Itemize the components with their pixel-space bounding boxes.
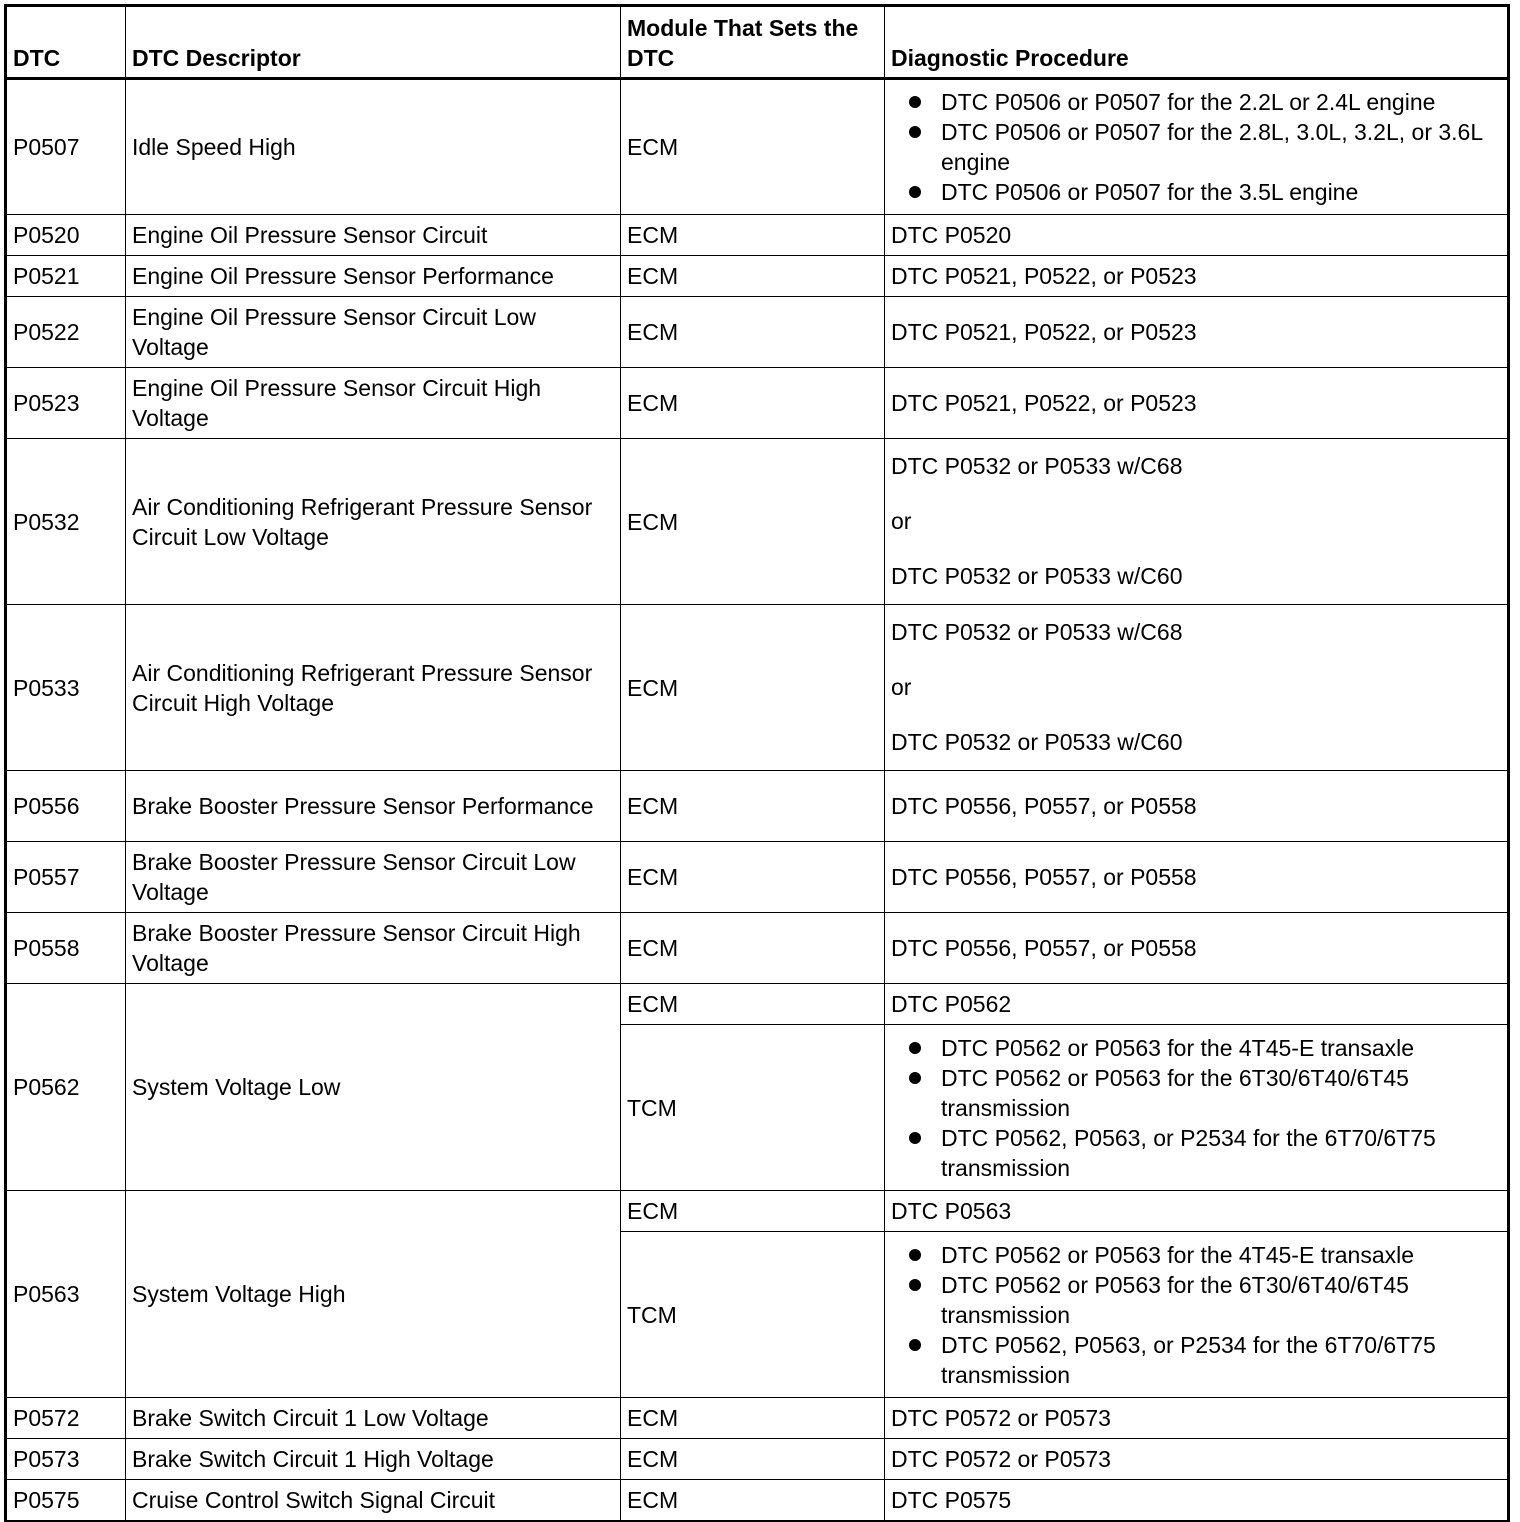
dtc-code: P0522: [7, 297, 126, 368]
bullet-icon: [909, 1042, 921, 1054]
dtc-code: P0563: [7, 1191, 126, 1398]
module-name: ECM: [621, 771, 885, 842]
procedure-link[interactable]: DTC P0521, P0522, or P0523: [891, 263, 1197, 289]
table-row: [7, 913, 1508, 984]
diagnostic-procedure: [885, 1398, 1508, 1439]
procedure-link[interactable]: DTC P0520: [891, 222, 1012, 248]
procedure-link[interactable]: DTC P0521, P0522, or P0523: [891, 319, 1197, 345]
bullet-icon: [909, 1132, 921, 1144]
procedure-item: [891, 1033, 1501, 1063]
dtc-descriptor: Engine Oil Pressure Sensor Circuit: [126, 215, 621, 256]
diagnostic-procedure: [885, 1439, 1508, 1480]
procedure-link[interactable]: DTC P0562 or P0563 for the 6T30/6T40/6T45 transmission: [941, 1271, 1409, 1328]
procedure-link[interactable]: DTC P0575: [891, 1487, 1012, 1513]
procedure-item: [891, 1240, 1501, 1270]
dtc-descriptor: Brake Switch Circuit 1 Low Voltage: [126, 1398, 621, 1439]
procedure-link[interactable]: DTC P0563: [891, 1198, 1012, 1224]
dtc-code: P0507: [7, 79, 126, 215]
dtc-code: P0562: [7, 984, 126, 1191]
dtc-code: P0575: [7, 1480, 126, 1521]
module-name: TCM: [621, 1025, 885, 1191]
diagnostic-procedure: [885, 984, 1508, 1025]
procedure-link[interactable]: DTC P0562: [891, 991, 1012, 1017]
procedure-item: [891, 1270, 1501, 1330]
diagnostic-procedure: [885, 1191, 1508, 1232]
table-row: [7, 1398, 1508, 1439]
procedure-link[interactable]: DTC P0562 or P0563 for the 4T45-E transaxle: [941, 1034, 1415, 1061]
dtc-table: [6, 6, 1508, 1521]
procedure-link[interactable]: DTC P0556, P0557, or P0558: [891, 793, 1197, 819]
procedure-link[interactable]: DTC P0506 or P0507 for the 2.8L, 3.0L, 3.2L, or 3.6L engine: [941, 119, 1483, 175]
procedure-item: [891, 117, 1501, 177]
dtc-descriptor: Brake Booster Pressure Sensor Circuit Low Voltage: [126, 842, 621, 913]
dtc-descriptor: Idle Speed High: [126, 79, 621, 215]
procedure-link[interactable]: DTC P0572 or P0573: [891, 1405, 1111, 1431]
dtc-code: P0521: [7, 256, 126, 297]
module-name: ECM: [621, 79, 885, 215]
table-row: [7, 215, 1508, 256]
procedure-link[interactable]: DTC P0562, P0563, or P2534 for the 6T70/6T75 transmission: [941, 1331, 1436, 1388]
procedure-link[interactable]: DTC P0506 or P0507 for the 2.2L or 2.4L engine: [941, 89, 1436, 115]
procedure-item: [891, 87, 1501, 117]
dtc-code: P0557: [7, 842, 126, 913]
header-row: [7, 7, 1508, 79]
procedure-or-text: or: [891, 674, 912, 700]
diagnostic-procedure: [885, 79, 1508, 215]
procedure-list: [891, 1033, 1501, 1183]
header-procedure: Diagnostic Procedure: [885, 7, 1508, 79]
dtc-code: P0556: [7, 771, 126, 842]
dtc-descriptor: Engine Oil Pressure Sensor Circuit High Voltage: [126, 368, 621, 439]
dtc-descriptor: Air Conditioning Refrigerant Pressure Sensor Circuit Low Voltage: [126, 439, 621, 605]
dtc-descriptor: System Voltage High: [126, 1191, 621, 1398]
module-name: ECM: [621, 984, 885, 1025]
table-row: [7, 605, 1508, 771]
header-dtc: DTC: [7, 7, 126, 79]
dtc-code: P0533: [7, 605, 126, 771]
dtc-descriptor: Air Conditioning Refrigerant Pressure Sensor Circuit High Voltage: [126, 605, 621, 771]
dtc-descriptor: Brake Switch Circuit 1 High Voltage: [126, 1439, 621, 1480]
procedure-or-text: or: [891, 508, 912, 534]
module-name: ECM: [621, 1480, 885, 1521]
module-name: ECM: [621, 215, 885, 256]
procedure-link[interactable]: DTC P0556, P0557, or P0558: [891, 864, 1197, 890]
table-row: [7, 1191, 1508, 1232]
dtc-descriptor: Brake Booster Pressure Sensor Circuit High Voltage: [126, 913, 621, 984]
dtc-descriptor: System Voltage Low: [126, 984, 621, 1191]
dtc-descriptor: Brake Booster Pressure Sensor Performance: [126, 771, 621, 842]
module-name: ECM: [621, 297, 885, 368]
bullet-icon: [909, 186, 921, 198]
table-row: [7, 297, 1508, 368]
bullet-icon: [909, 1072, 921, 1084]
dtc-code: P0558: [7, 913, 126, 984]
bullet-icon: [909, 126, 921, 138]
procedure-item: [891, 177, 1501, 207]
table-row: [7, 1480, 1508, 1521]
module-name: TCM: [621, 1232, 885, 1398]
procedure-list: [891, 87, 1501, 207]
table-row: [7, 842, 1508, 913]
diagnostic-procedure: [885, 1480, 1508, 1521]
diagnostic-procedure: [885, 368, 1508, 439]
diagnostic-procedure: [885, 605, 1508, 771]
procedure-link[interactable]: DTC P0562 or P0563 for the 6T30/6T40/6T45 transmission: [941, 1064, 1409, 1121]
procedure-link[interactable]: DTC P0562, P0563, or P2534 for the 6T70/6T75 transmission: [941, 1124, 1436, 1181]
procedure-link[interactable]: DTC P0532 or P0533 w/C68: [891, 453, 1183, 479]
procedure-item: [891, 1330, 1501, 1390]
table-row: [7, 368, 1508, 439]
procedure-link[interactable]: DTC P0572 or P0573: [891, 1446, 1111, 1472]
table-row: [7, 984, 1508, 1025]
diagnostic-procedure: [885, 215, 1508, 256]
header-descriptor: DTC Descriptor: [126, 7, 621, 79]
procedure-list: [891, 1240, 1501, 1390]
diagnostic-procedure: [885, 439, 1508, 605]
diagnostic-procedure: [885, 256, 1508, 297]
dtc-code: P0523: [7, 368, 126, 439]
diagnostic-procedure: [885, 1025, 1508, 1191]
bullet-icon: [909, 1249, 921, 1261]
dtc-descriptor: Cruise Control Switch Signal Circuit: [126, 1480, 621, 1521]
diagnostic-procedure: [885, 1232, 1508, 1398]
table-row: [7, 256, 1508, 297]
procedure-item: [891, 1123, 1501, 1183]
table-row: [7, 439, 1508, 605]
procedure-link[interactable]: DTC P0532 or P0533 w/C60: [891, 729, 1183, 755]
dtc-descriptor: Engine Oil Pressure Sensor Circuit Low Voltage: [126, 297, 621, 368]
bullet-icon: [909, 96, 921, 108]
bullet-icon: [909, 1339, 921, 1351]
module-name: ECM: [621, 256, 885, 297]
dtc-code: P0520: [7, 215, 126, 256]
procedure-link[interactable]: DTC P0521, P0522, or P0523: [891, 390, 1197, 416]
module-name: ECM: [621, 439, 885, 605]
diagnostic-procedure: [885, 297, 1508, 368]
diagnostic-procedure: [885, 913, 1508, 984]
module-name: ECM: [621, 842, 885, 913]
procedure-link[interactable]: DTC P0532 or P0533 w/C68: [891, 619, 1183, 645]
dtc-descriptor: Engine Oil Pressure Sensor Performance: [126, 256, 621, 297]
dtc-code: P0572: [7, 1398, 126, 1439]
procedure-item: [891, 1063, 1501, 1123]
table-row: [7, 771, 1508, 842]
procedure-link[interactable]: DTC P0556, P0557, or P0558: [891, 935, 1197, 961]
bullet-icon: [909, 1279, 921, 1291]
procedure-link[interactable]: DTC P0532 or P0533 w/C60: [891, 563, 1183, 589]
diagnostic-procedure: [885, 771, 1508, 842]
header-module: Module That Sets the DTC: [621, 7, 885, 79]
module-name: ECM: [621, 1398, 885, 1439]
dtc-code: P0573: [7, 1439, 126, 1480]
module-name: ECM: [621, 1191, 885, 1232]
diagnostic-procedure: [885, 842, 1508, 913]
module-name: ECM: [621, 913, 885, 984]
module-name: ECM: [621, 1439, 885, 1480]
table-row: [7, 79, 1508, 215]
procedure-link[interactable]: DTC P0562 or P0563 for the 4T45-E transaxle: [941, 1241, 1415, 1268]
table-row: [7, 1439, 1508, 1480]
procedure-link[interactable]: DTC P0506 or P0507 for the 3.5L engine: [941, 179, 1359, 205]
dtc-code: P0532: [7, 439, 126, 605]
module-name: ECM: [621, 368, 885, 439]
module-name: ECM: [621, 605, 885, 771]
